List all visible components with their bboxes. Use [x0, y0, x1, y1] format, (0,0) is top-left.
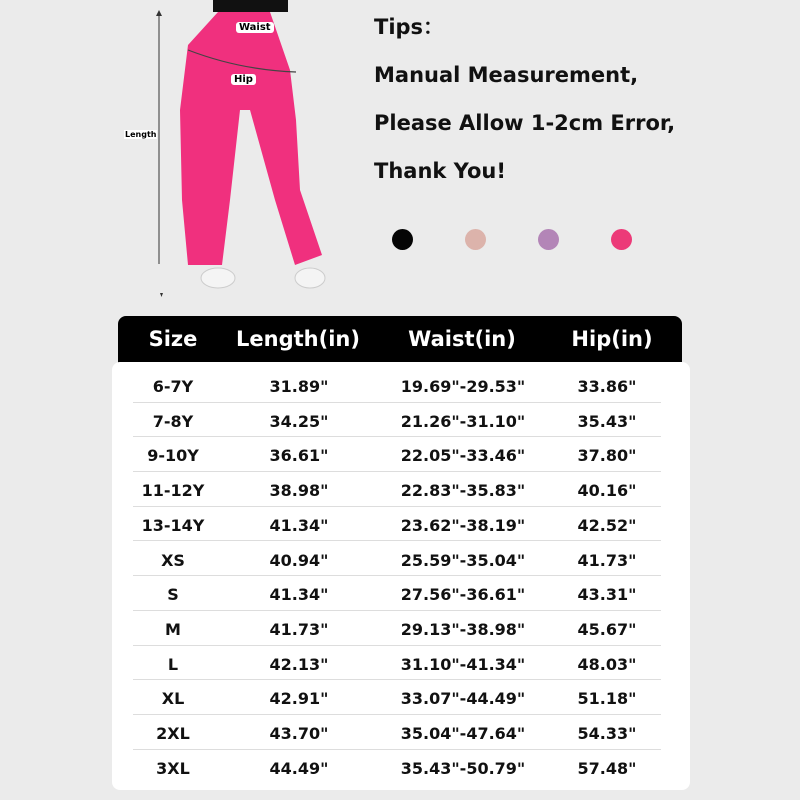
size-cell: 13-14Y: [141, 515, 205, 535]
top-garment: [213, 0, 288, 12]
table-row: [133, 646, 661, 681]
hip-cell: 37.80": [577, 446, 637, 466]
waist-cell: 22.83"-35.83": [400, 481, 526, 501]
header-waist: Waist(in): [408, 327, 516, 351]
size-table: [112, 362, 690, 790]
waist-cell: 27.56"-36.61": [400, 585, 526, 605]
size-cell: 2XL: [156, 724, 190, 743]
hip-cell: 57.48": [577, 758, 637, 778]
waist-cell: 21.26"-31.10": [400, 411, 526, 431]
waist-cell: 23.62"-38.19": [400, 515, 526, 535]
size-cell: L: [167, 654, 179, 674]
color-swatches: [392, 229, 632, 250]
length-cell: 38.98": [269, 481, 329, 501]
table-row: [133, 403, 661, 438]
table-row: [133, 611, 661, 646]
tips-title: Tips：: [374, 15, 445, 39]
size-cell: 9-10Y: [147, 446, 199, 466]
pants-shape: [180, 12, 322, 265]
size-cell: M: [165, 619, 181, 639]
hip-cell: 40.16": [577, 481, 637, 501]
size-cell: 6-7Y: [152, 377, 194, 396]
hip-cell: 42.52": [577, 515, 637, 535]
size-cell: 7-8Y: [152, 411, 194, 431]
length-cell: 43.70": [269, 724, 329, 743]
size-cell: 11-12Y: [141, 481, 205, 501]
hip-cell: 35.43": [577, 411, 637, 431]
color-swatch-light-pink[interactable]: [465, 229, 486, 250]
tips-line: Manual Measurement,: [374, 63, 639, 87]
waist-cell: 29.13"-38.98": [400, 619, 526, 639]
color-swatch-purple[interactable]: [538, 229, 559, 250]
table-row: [133, 507, 661, 542]
table-row: [133, 368, 661, 403]
size-cell: XS: [161, 550, 185, 570]
hip-cell: 51.18": [577, 689, 637, 709]
pants-illustration: [100, 0, 360, 310]
size-cell: XL: [161, 689, 185, 709]
length-cell: 44.49": [269, 758, 329, 778]
tips-line: Please Allow 1-2cm Error,: [374, 111, 676, 135]
header-length: Length(in): [236, 327, 360, 351]
hip-cell: 43.31": [577, 585, 637, 605]
table-row: [133, 576, 661, 611]
table-row: [133, 750, 661, 785]
waist-cell: 25.59"-35.04": [400, 550, 526, 570]
length-cell: 41.73": [269, 619, 329, 639]
length-cell: 42.13": [269, 654, 329, 674]
table-row: [133, 680, 661, 715]
waist-cell: 19.69"-29.53": [400, 377, 526, 396]
tips-line: Thank You!: [374, 159, 506, 183]
length-cell: 31.89": [269, 377, 329, 396]
length-cell: 40.94": [269, 550, 329, 570]
hip-cell: 45.67": [577, 619, 637, 639]
header-size: Size: [148, 327, 198, 351]
header-hip: Hip(in): [571, 327, 653, 351]
length-cell: 42.91": [269, 689, 329, 709]
hip-cell: 33.86": [577, 377, 637, 396]
color-swatch-black[interactable]: [392, 229, 413, 250]
hip-cell: 48.03": [577, 654, 637, 674]
length-cell: 36.61": [269, 446, 329, 466]
hip-cell: 41.73": [577, 550, 637, 570]
waist-cell: 33.07"-44.49": [400, 689, 526, 709]
length-label: Length: [125, 130, 157, 139]
table-row: [133, 472, 661, 507]
color-swatch-rose-pink[interactable]: [611, 229, 632, 250]
tips-block: [374, 12, 675, 204]
table-row: [133, 437, 661, 472]
size-cell: S: [167, 585, 179, 605]
hip-label: Hip: [231, 74, 256, 85]
size-cell: 3XL: [156, 758, 190, 778]
waist-cell: 35.43"-50.79": [400, 758, 526, 778]
table-header: [118, 316, 682, 366]
table-row: [133, 715, 661, 750]
table-row: [133, 542, 661, 577]
hip-cell: 54.33": [577, 724, 637, 743]
waist-cell: 22.05"-33.46": [400, 446, 526, 466]
length-cell: 41.34": [269, 585, 329, 605]
waist-label: Waist: [236, 22, 274, 33]
length-cell: 34.25": [269, 411, 329, 431]
waist-cell: 35.04"-47.64": [400, 724, 526, 743]
waist-cell: 31.10"-41.34": [400, 654, 526, 674]
length-cell: 41.34": [269, 515, 329, 535]
